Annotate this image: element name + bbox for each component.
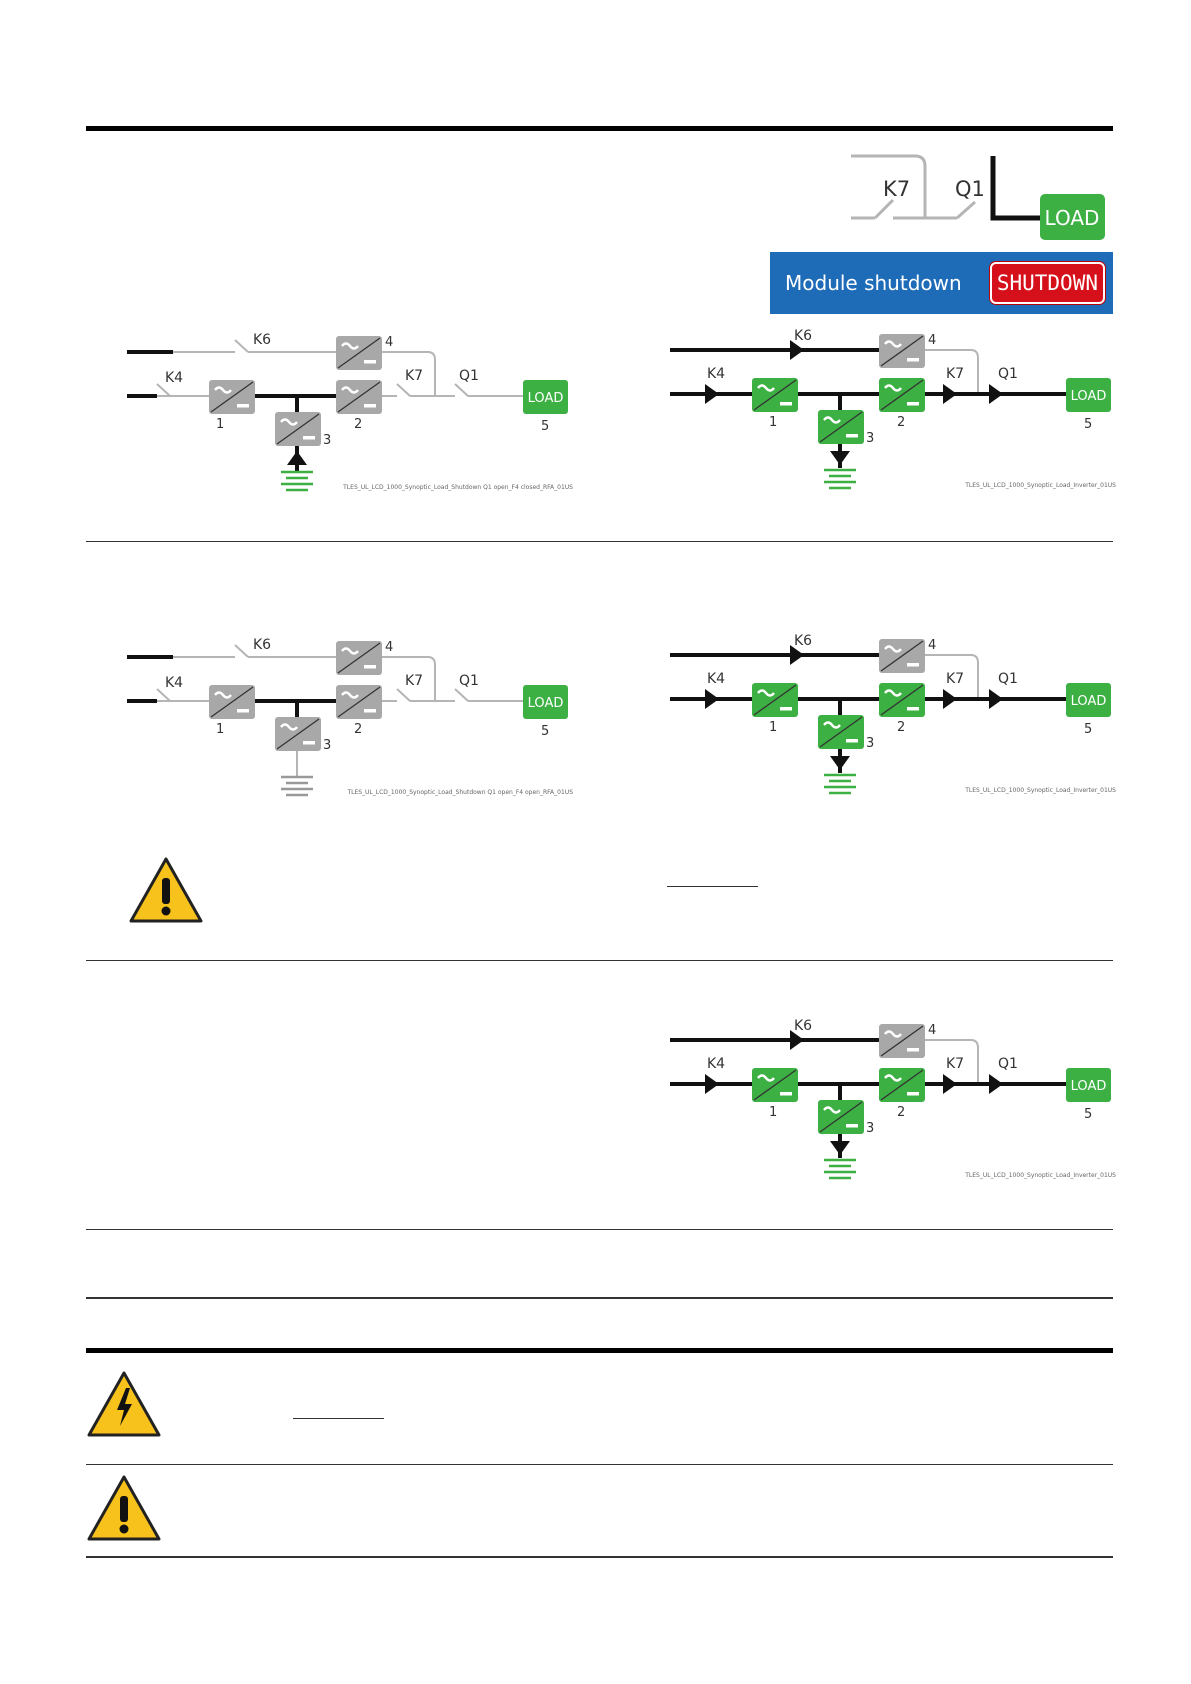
k6-label: K6 bbox=[253, 332, 272, 348]
hazard-section-rule bbox=[86, 1348, 1113, 1353]
detail-load-line bbox=[993, 156, 1040, 218]
warning-exclamation-icon bbox=[128, 856, 204, 928]
diagram-caption: TLES_UL_LCD_1000_Synoptic_Load_Inverter_01US bbox=[965, 787, 1116, 794]
converter-3-number: 3 bbox=[323, 738, 332, 753]
diagram-caption: TLES_UL_LCD_1000_Synoptic_Load_Inverter_01US bbox=[965, 482, 1116, 489]
converter-4-number: 4 bbox=[385, 335, 394, 350]
load-number: 5 bbox=[541, 724, 550, 739]
k4-label: K4 bbox=[707, 366, 726, 382]
converter-4-number: 4 bbox=[385, 640, 394, 655]
converter-1 bbox=[209, 380, 255, 414]
converter-1-number: 1 bbox=[769, 415, 778, 430]
load-number: 5 bbox=[1084, 1107, 1093, 1122]
converter-2 bbox=[879, 378, 925, 412]
q1-flow-arrow bbox=[989, 1074, 1003, 1094]
synoptic-diagram-inverter-1 bbox=[668, 320, 1118, 500]
converter-3 bbox=[275, 412, 321, 446]
q1-flow-arrow bbox=[989, 384, 1003, 404]
converter-3-number: 3 bbox=[323, 433, 332, 448]
converter-4-number: 4 bbox=[928, 1023, 937, 1038]
converter-2 bbox=[879, 1068, 925, 1102]
converter-4 bbox=[336, 641, 382, 675]
battery-flow-arrow bbox=[287, 451, 307, 465]
converter-2-number: 2 bbox=[897, 720, 906, 735]
q1-label: Q1 bbox=[459, 673, 479, 689]
detail-k7-switch bbox=[875, 200, 893, 218]
section-divider-4 bbox=[86, 1297, 1113, 1299]
converter-4 bbox=[879, 334, 925, 368]
k4-label: K4 bbox=[165, 675, 184, 691]
converter-2 bbox=[879, 683, 925, 717]
q1-label: Q1 bbox=[998, 366, 1018, 382]
converter-1-number: 1 bbox=[216, 417, 225, 432]
k6-switch bbox=[235, 645, 248, 657]
converter-4 bbox=[336, 336, 382, 370]
converter-3 bbox=[818, 715, 864, 749]
k4-flow-arrow bbox=[705, 689, 719, 709]
header-rule bbox=[86, 126, 1113, 131]
converter-1 bbox=[752, 1068, 798, 1102]
k7-switch bbox=[397, 384, 410, 396]
converter-4-number: 4 bbox=[928, 333, 937, 348]
synoptic-diagram-inverter-3 bbox=[668, 1010, 1118, 1190]
status-text: Module shutdown bbox=[785, 271, 962, 295]
q1-switch bbox=[455, 384, 468, 396]
section-divider-1 bbox=[86, 541, 1113, 542]
synoptic-diagram-inverter-2 bbox=[668, 625, 1118, 805]
detail-breaker-diagram bbox=[845, 148, 1115, 248]
k7-flow-arrow bbox=[943, 384, 957, 404]
module-status-bar bbox=[770, 252, 1113, 314]
warning-exclamation-icon bbox=[86, 1474, 162, 1546]
footer-rule bbox=[86, 1556, 1113, 1558]
converter-1 bbox=[752, 683, 798, 717]
load-label: LOAD bbox=[527, 696, 564, 711]
k7-label: K7 bbox=[405, 673, 424, 689]
k4-label: K4 bbox=[707, 671, 726, 687]
k6-label: K6 bbox=[253, 637, 272, 653]
converter-2-number: 2 bbox=[897, 1105, 906, 1120]
electrical-hazard-icon bbox=[86, 1370, 162, 1442]
k4-flow-arrow bbox=[705, 1074, 719, 1094]
converter-1 bbox=[752, 378, 798, 412]
detail-k7-label: K7 bbox=[883, 177, 911, 201]
battery-flow-arrow bbox=[830, 756, 850, 770]
load-label: LOAD bbox=[1070, 389, 1107, 404]
q1-label: Q1 bbox=[998, 1056, 1018, 1072]
diagram-caption: TLES_UL_LCD_1000_Synoptic_Load_Inverter_01US bbox=[965, 1172, 1116, 1179]
synoptic-diagram-shutdown-f4-closed bbox=[125, 320, 575, 500]
q1-flow-arrow bbox=[989, 689, 1003, 709]
diagram-caption: TLES_UL_LCD_1000_Synoptic_Load_Shutdown Q1 open_F4 open_RFA_01US bbox=[347, 789, 573, 796]
detail-q1-label: Q1 bbox=[955, 177, 985, 201]
load-number: 5 bbox=[1084, 417, 1093, 432]
converter-3-number: 3 bbox=[866, 431, 875, 446]
battery-flow-arrow bbox=[830, 451, 850, 465]
converter-2-number: 2 bbox=[354, 722, 363, 737]
converter-1-number: 1 bbox=[769, 720, 778, 735]
k7-label: K7 bbox=[946, 671, 965, 687]
battery-flow-arrow bbox=[830, 1141, 850, 1155]
converter-4 bbox=[879, 639, 925, 673]
converter-4-number: 4 bbox=[928, 638, 937, 653]
shutdown-button[interactable]: SHUTDOWN bbox=[990, 262, 1105, 304]
load-number: 5 bbox=[1084, 722, 1093, 737]
k6-label: K6 bbox=[794, 633, 813, 649]
converter-4 bbox=[879, 1024, 925, 1058]
battery-ground-icon bbox=[281, 777, 313, 795]
detail-q1-switch bbox=[957, 202, 975, 218]
converter-3 bbox=[818, 1100, 864, 1134]
detail-load-label: LOAD bbox=[1044, 206, 1100, 230]
battery-ground-icon bbox=[824, 775, 856, 793]
converter-1-number: 1 bbox=[769, 1105, 778, 1120]
k6-label: K6 bbox=[794, 328, 813, 344]
k4-flow-arrow bbox=[705, 384, 719, 404]
section-divider-5 bbox=[86, 1464, 1113, 1465]
k7-flow-arrow bbox=[943, 689, 957, 709]
q1-label: Q1 bbox=[998, 671, 1018, 687]
k4-label: K4 bbox=[707, 1056, 726, 1072]
battery-ground-icon bbox=[824, 470, 856, 488]
diagram-caption: TLES_UL_LCD_1000_Synoptic_Load_Shutdown Q1 open_F4 closed_RFA_01US bbox=[343, 484, 573, 491]
k7-label: K7 bbox=[946, 366, 965, 382]
section-divider-3 bbox=[86, 1229, 1113, 1230]
converter-2-number: 2 bbox=[354, 417, 363, 432]
k6-label: K6 bbox=[794, 1018, 813, 1034]
k7-label: K7 bbox=[405, 368, 424, 384]
k4-label: K4 bbox=[165, 370, 184, 386]
underline-mark-1 bbox=[667, 886, 758, 887]
load-label: LOAD bbox=[527, 391, 564, 406]
converter-2-number: 2 bbox=[897, 415, 906, 430]
underline-mark-2 bbox=[293, 1418, 384, 1419]
k7-label: K7 bbox=[946, 1056, 965, 1072]
k7-switch bbox=[397, 689, 410, 701]
converter-3 bbox=[818, 410, 864, 444]
converter-3 bbox=[275, 717, 321, 751]
q1-switch bbox=[455, 689, 468, 701]
load-label: LOAD bbox=[1070, 1079, 1107, 1094]
synoptic-diagram-shutdown-f4-open bbox=[125, 625, 575, 805]
k7-flow-arrow bbox=[943, 1074, 957, 1094]
converter-1-number: 1 bbox=[216, 722, 225, 737]
converter-2 bbox=[336, 685, 382, 719]
converter-2 bbox=[336, 380, 382, 414]
converter-3-number: 3 bbox=[866, 736, 875, 751]
load-number: 5 bbox=[541, 419, 550, 434]
section-divider-2 bbox=[86, 960, 1113, 961]
converter-1 bbox=[209, 685, 255, 719]
q1-label: Q1 bbox=[459, 368, 479, 384]
converter-3-number: 3 bbox=[866, 1121, 875, 1136]
battery-ground-icon bbox=[824, 1160, 856, 1178]
battery-ground-icon bbox=[281, 472, 313, 490]
load-label: LOAD bbox=[1070, 694, 1107, 709]
k6-switch bbox=[235, 340, 248, 352]
